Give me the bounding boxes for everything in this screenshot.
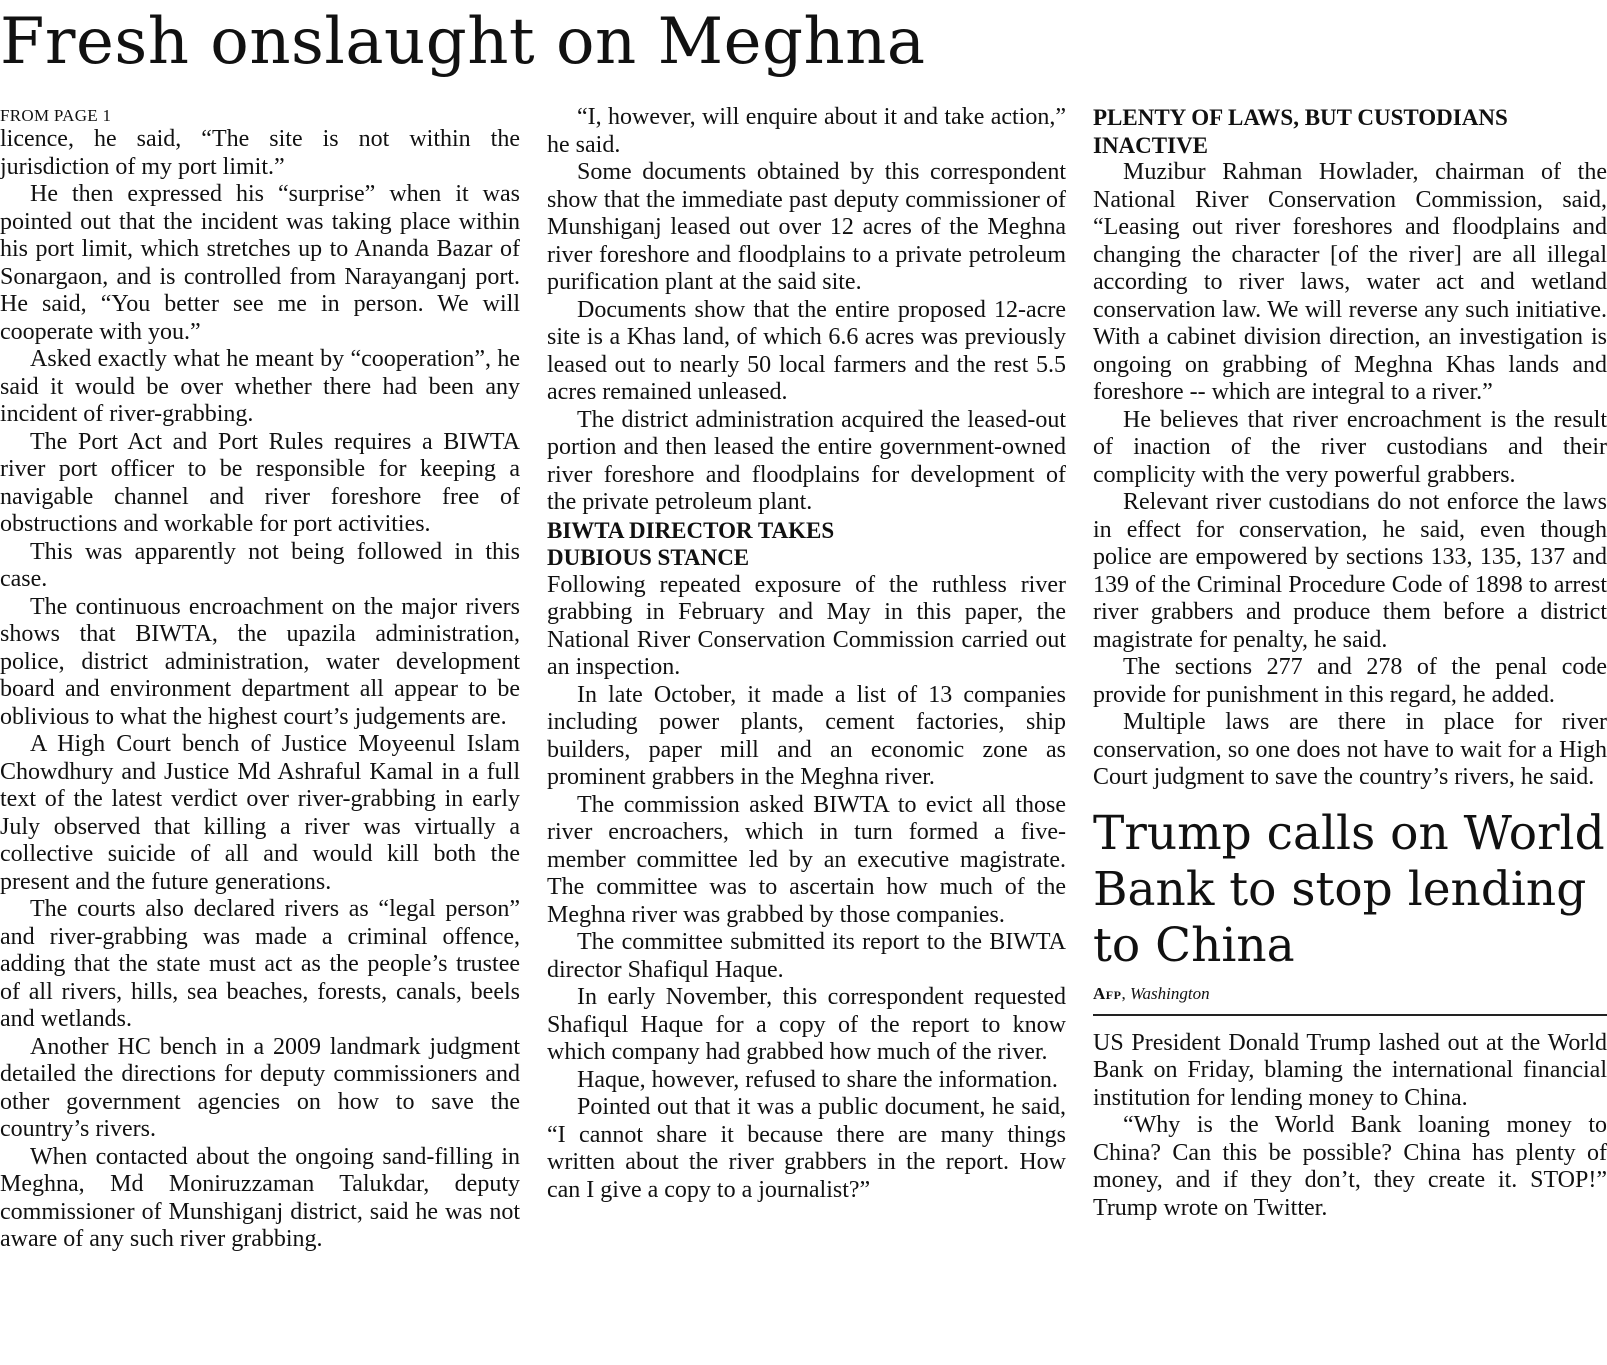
paragraph: He then expressed his “surprise” when it was pointed out that the incident was taking place within his port limit, which stretches up to Ananda Bazar of Sonargaon, and is controlled from Narayanganj port. He said, “You better see me in person. We will cooperate with you.” [0,181,520,345]
byline-separator: , [1121,983,1130,1003]
subhead-line: INACTIVE [1093,132,1209,158]
byline [1093,984,1607,1016]
paragraph: Muzibur Rahman Howlader, chairman of the National River Conservation Commission, said, “Leasing out river foreshores and floodplains and changing the character [of the river] are all illegal according to river laws, water act and wetland conservation law. We will reverse any such initiative. With a cabinet division direction, an investigation is ongoing on grabbing of Meghna Khas lands and foreshore -- which are integral to a river.” [1093,159,1607,405]
paragraph: The committee submitted its report to the BIWTA director Shafiqul Haque. [547,929,1066,983]
paragraph: Documents show that the entire proposed 12-acre site is a Khas land, of which 6.6 acres was previously leased out to nearly 50 local farmers and the rest 5.5 acres remained unleased. [547,296,1066,405]
paragraph: The sections 277 and 278 of the penal code provide for punishment in this regard, he added. [1093,654,1607,708]
paragraph: Another HC bench in a 2009 landmark judgment detailed the directions for deputy commissioners and other government agencies on how to save the country’s rivers. [0,1033,520,1142]
paragraph: The commission asked BIWTA to evict all those river encroachers, which in turn formed a five-member committee led by an executive magistrate. The committee was to ascertain how much of the Meghna river was grabbed by those companies. [547,791,1066,928]
subhead-line: DUBIOUS STANCE [547,545,750,570]
main-headline: Fresh onslaught on Meghna [0,5,926,79]
paragraph: This was apparently not being followed in this case. [0,538,520,592]
column-2 [547,104,1066,1204]
paragraph: He believes that river encroachment is the result of inaction of the river custodians and their complicity with the very powerful grabbers. [1093,406,1607,488]
subhead-plenty-of-laws [1093,104,1607,159]
paragraph: licence, he said, “The site is not within the jurisdiction of my port limit.” [0,126,520,180]
second-headline: Trump calls on World Bank to stop lending to China [1093,805,1605,973]
paragraph: US President Donald Trump lashed out at the World Bank on Friday, blaming the international financial institution for lending money to China. [1093,1029,1607,1111]
paragraph: The district administration acquired the leased-out portion and then leased the entire government-owned river foreshore and floodplains for development of the private petroleum plant. [547,406,1066,515]
paragraph: In early November, this correspondent requested Shafiqul Haque for a copy of the report to know which company had grabbed how much of the river. [547,984,1066,1065]
column-1 [0,104,520,1254]
paragraph: Following repeated exposure of the ruthless river grabbing in February and May in this paper, the National River Conservation Commission carried out an inspection. [547,571,1066,680]
paragraph: Some documents obtained by this correspondent show that the immediate past deputy commissioner of Munshiganj leased out over 12 acres of the Meghna river foreshore and floodplains to a private petroleum purification plant at the said site. [547,159,1066,295]
paragraph: Relevant river custodians do not enforce the laws in effect for conservation, he said, even though police are empowered by sections 133, 135, 137 and 139 of the Criminal Procedure Code of 1898 to arrest river grabbers and produce them before a district magistrate for penalty, he said. [1093,489,1607,653]
paragraph: “I, however, will enquire about it and take action,” he said. [547,104,1066,158]
subhead-line: BIWTA DIRECTOR TAKES [547,517,835,543]
paragraph: The Port Act and Port Rules requires a BIWTA river port officer to be responsible for keeping a navigable channel and river foreshore free of obstructions and workable for port activities. [0,428,520,537]
paragraph: The courts also declared rivers as “legal person” and river-grabbing was made a criminal offence, adding that the state must act as the people’s trustee of all rivers, hills, sea beaches, forests, canals, beels and wetlands. [0,896,520,1032]
paragraph: When contacted about the ongoing sand-filling in Meghna, Md Moniruzzaman Talukdar, deputy commissioner of Munshiganj district, said he was not aware of any such river grabbing. [0,1143,520,1252]
paragraph: The continuous encroachment on the major rivers shows that BIWTA, the upazila administration, police, district administration, water development board and environment department all appear to be oblivious to what the highest court’s judgements are. [0,593,520,730]
paragraph: In late October, it made a list of 13 companies including power plants, cement factories, ship builders, paper mill and an economic zone as prominent grabbers in the Meghna river. [547,681,1066,790]
subhead-line: PLENTY OF LAWS, BUT CUSTODIANS [1093,105,1508,130]
paragraph: Multiple laws are there in place for river conservation, so one does not have to wait for a High Court judgment to save the country’s rivers, he said. [1093,709,1607,790]
paragraph: “Why is the World Bank loaning money to China? Can this be possible? China has plenty of money, and if they don’t, they create it. STOP!” Trump wrote on Twitter. [1093,1112,1607,1221]
column-3 [1093,104,1607,1222]
jump-label: FROM PAGE 1 [0,106,112,125]
subhead-biwta-director [547,517,1066,572]
paragraph: A High Court bench of Justice Moyeenul Islam Chowdhury and Justice Md Ashraful Kamal in a full text of the latest verdict over river-grabbing in early July observed that killing a river was virtually a collective suicide of all and would kill both the present and the future generations. [0,731,520,895]
paragraph: Haque, however, refused to share the information. [577,1066,1058,1093]
paragraph: Asked exactly what he meant by “cooperation”, he said it would be over whether there had been any incident of river-grabbing. [0,346,520,427]
byline-agency: Afp [1093,983,1122,1003]
byline-dateline: Washington [1129,983,1210,1003]
trump-world-bank-article [1093,806,1607,1223]
paragraph: Pointed out that it was a public document, he said, “I cannot share it because there are many things written about the river grabbers in the report. How can I give a copy to a journalist?” [547,1094,1066,1203]
